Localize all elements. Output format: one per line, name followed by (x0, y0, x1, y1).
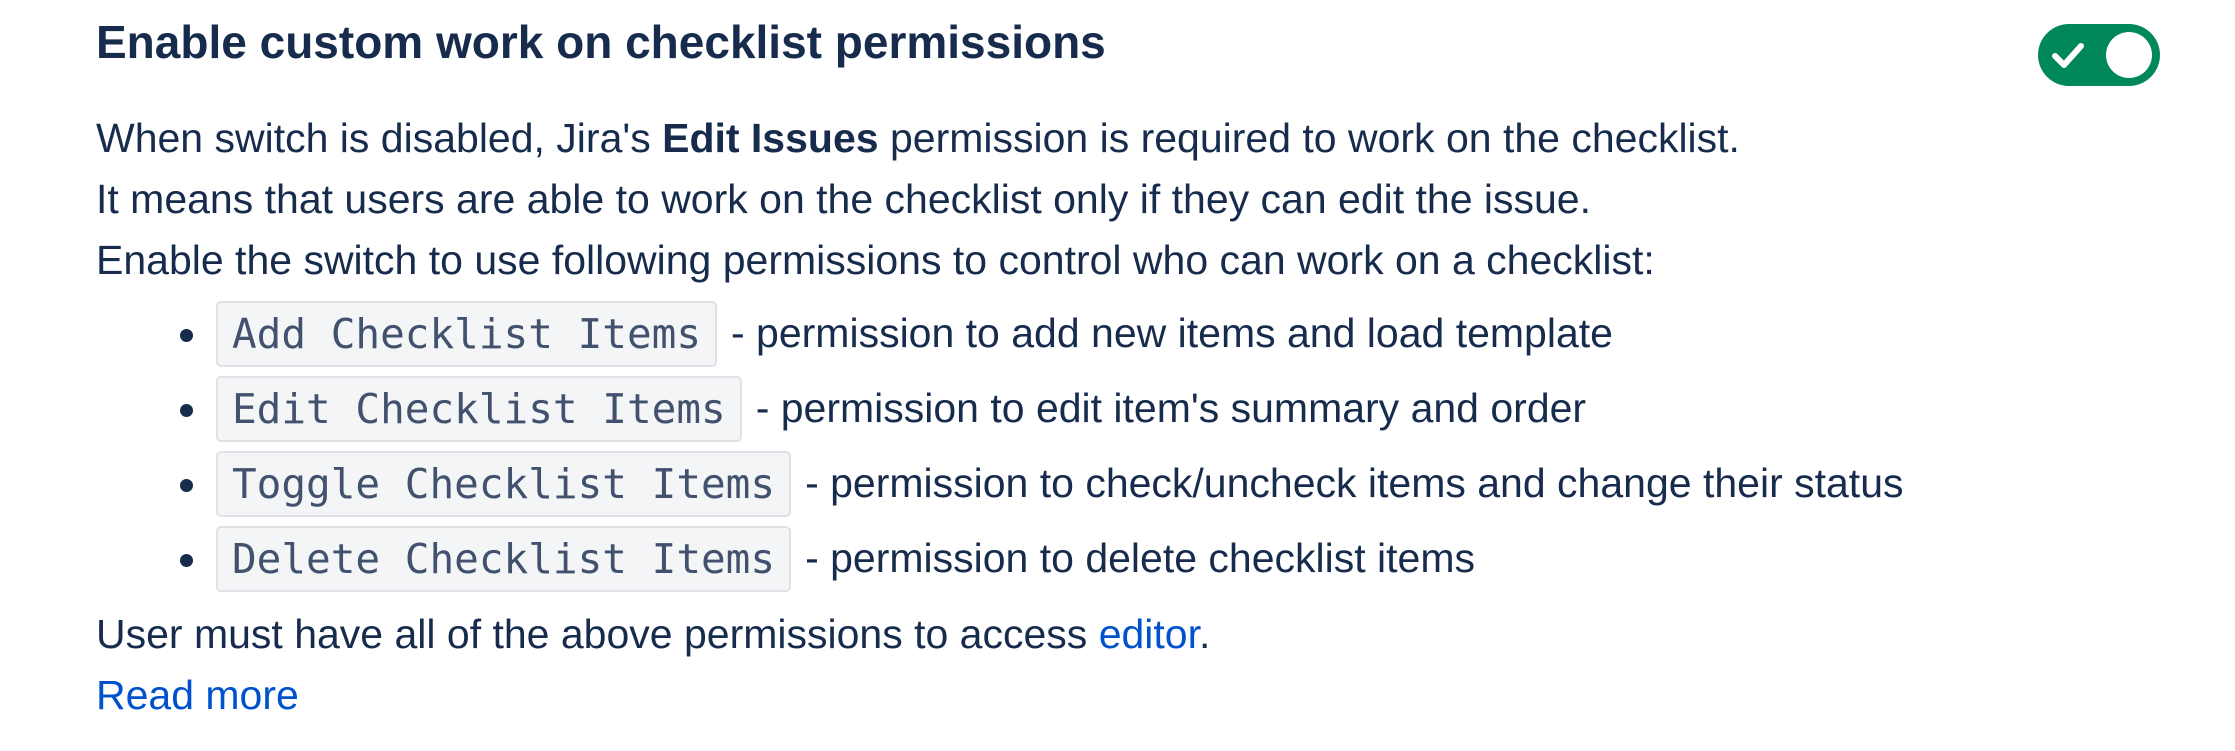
list-item (96, 521, 1904, 596)
edit-issues-label: Edit Issues (662, 115, 879, 161)
permission-name: Delete Checklist Items (216, 526, 791, 592)
description-text: When switch is disabled, Jira's (96, 115, 663, 161)
setting-footer (96, 604, 1210, 726)
read-more-line (96, 665, 1210, 726)
permission-description: - permission to check/uncheck items and change their status (805, 460, 1904, 506)
permission-description: - permission to delete checklist items (805, 535, 1475, 581)
permission-name: Add Checklist Items (216, 301, 717, 367)
bullet-icon (180, 329, 193, 342)
setting-description (96, 108, 1740, 291)
permission-name: Toggle Checklist Items (216, 451, 791, 517)
permissions-toggle[interactable] (2038, 24, 2160, 86)
description-line-1 (96, 108, 1740, 169)
bullet-icon (180, 404, 193, 417)
description-text: permission is required to work on the checklist. (878, 115, 1740, 161)
list-item (96, 296, 1904, 371)
setting-title: Enable custom work on checklist permissions (96, 16, 1106, 68)
read-more-link[interactable]: Read more (96, 672, 299, 718)
editor-link[interactable]: editor (1098, 611, 1199, 657)
bullet-icon (180, 479, 193, 492)
bullet-icon (180, 554, 193, 567)
list-item (96, 371, 1904, 446)
footer-text: User must have all of the above permissions to access (96, 611, 1099, 657)
footer-text: . (1199, 611, 1211, 657)
footer-line (96, 604, 1210, 665)
permission-name: Edit Checklist Items (216, 376, 742, 442)
description-line-2: It means that users are able to work on the checklist only if they can edit the issue. (96, 176, 1591, 222)
check-icon (2050, 38, 2086, 72)
permission-description: - permission to edit item's summary and order (755, 385, 1587, 431)
permission-description: - permission to add new items and load template (731, 310, 1613, 356)
permission-list (96, 296, 1904, 596)
toggle-knob (2106, 32, 2152, 78)
description-line-3: Enable the switch to use following permissions to control who can work on a checklist: (96, 237, 1655, 283)
list-item (96, 446, 1904, 521)
